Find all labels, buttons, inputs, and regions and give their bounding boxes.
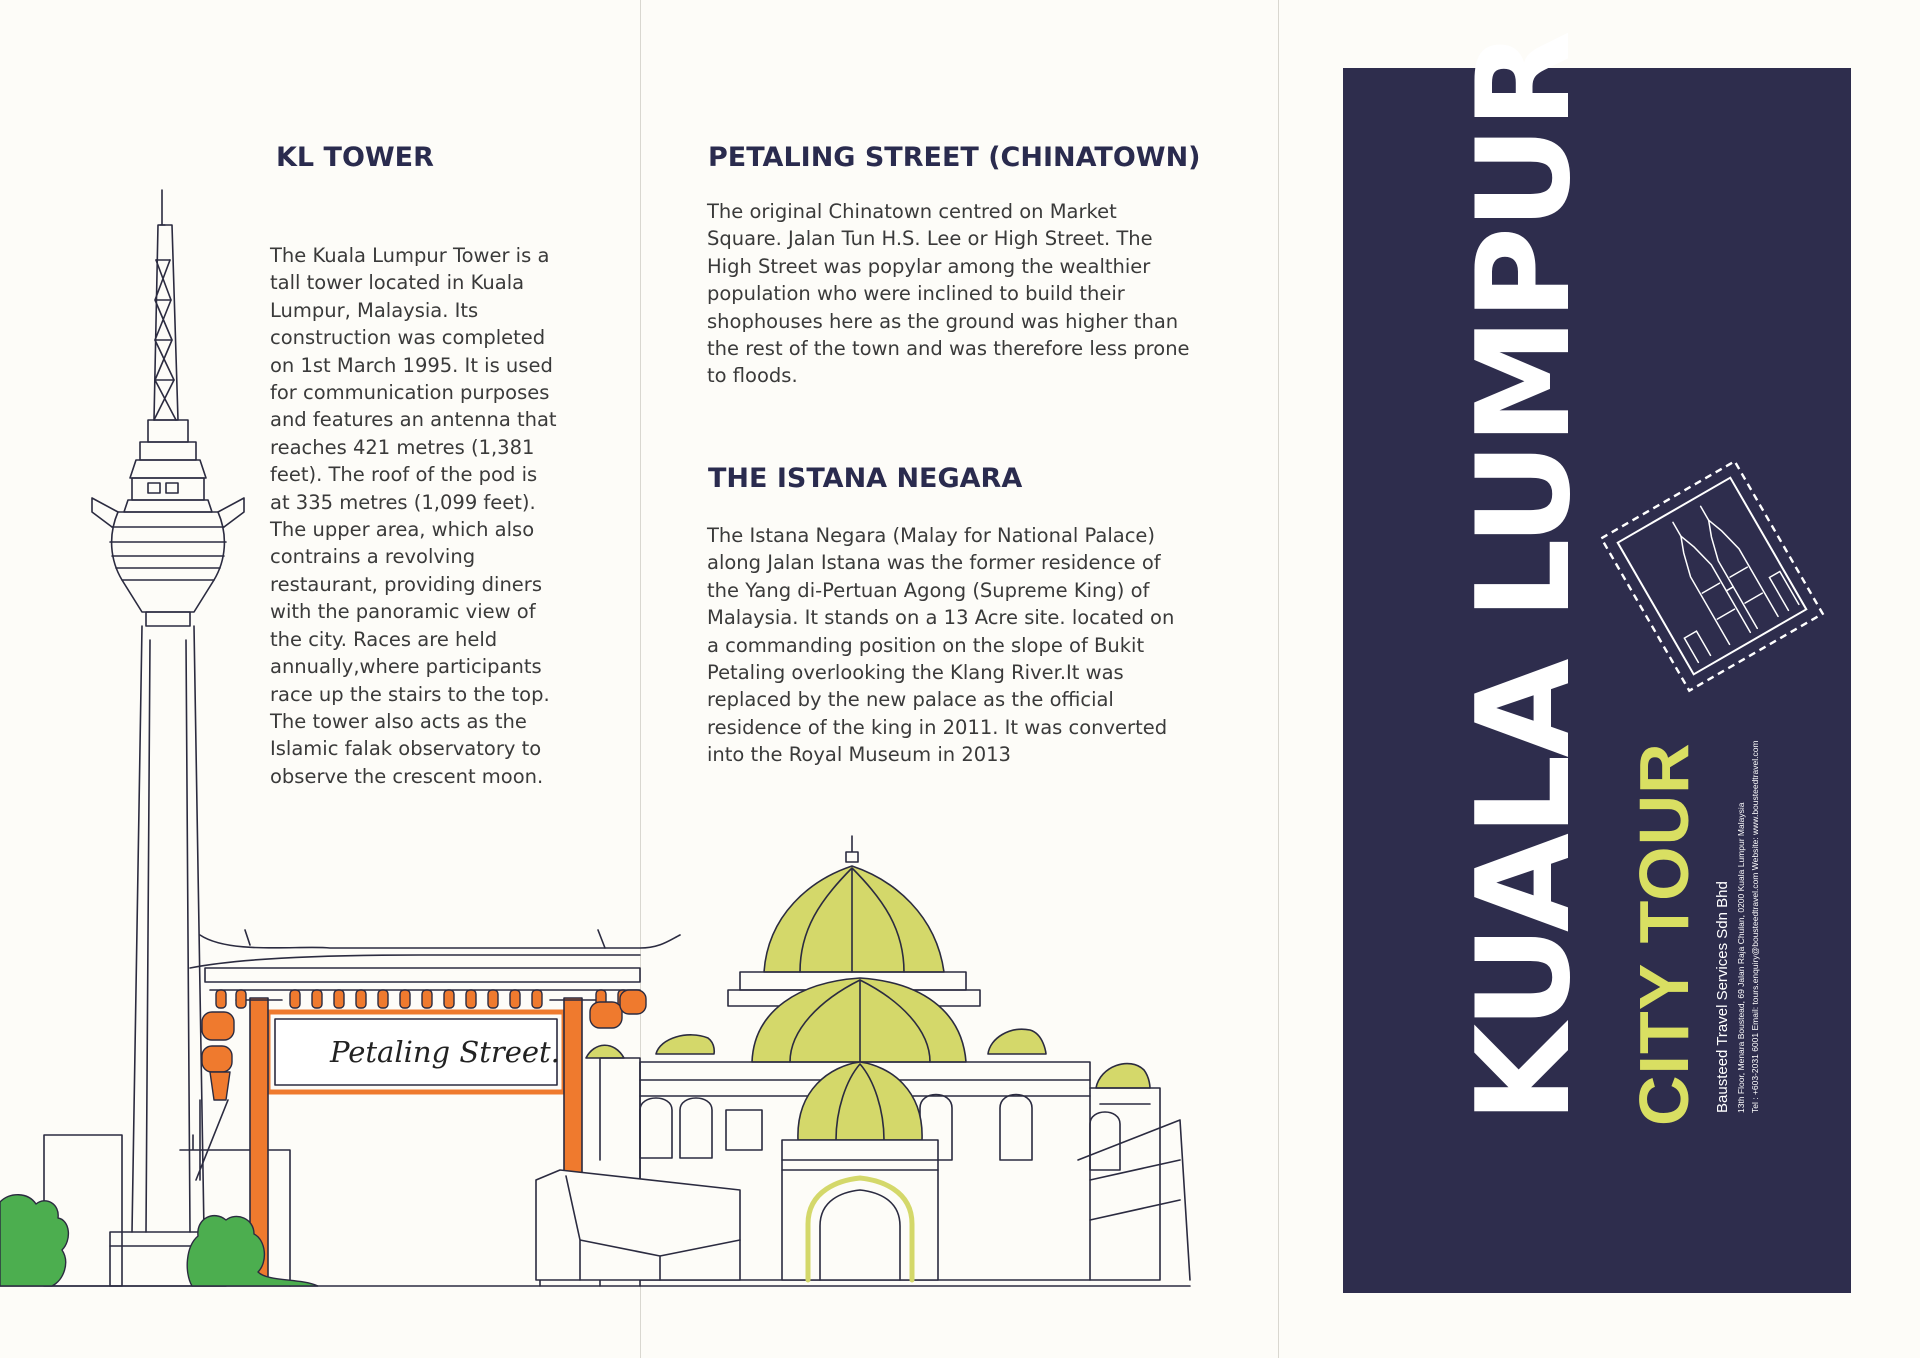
cover-subtitle: CITY TOUR	[1625, 742, 1703, 1126]
kl-tower-text: The Kuala Lumpur Tower is a tall tower located in Kuala Lumpur, Malaysia. Its construction was completed on 1st March 1995. It is used for communication purposes and features an antenna that reaches 421 metres (1,381 feet). The roof of the pod is at 335 metres (1,099 feet). The upper area, which also contrains a revolving restaurant, providing diners with the panoramic view of the city. Races are held annually,where participants race up the stairs to the top. The tower also acts as the Islamic falak observatory to observe the crescent moon.	[270, 244, 557, 788]
kl-tower-drawing	[92, 190, 244, 1286]
cover-title: KUALA LUMPUR	[1450, 33, 1599, 1123]
kl-tower-heading: KL TOWER	[276, 142, 434, 173]
company-contact: Tel : +603-2031 6001 Email: tours.enquiry@bousteedtravel.com Website: www.bousteedtravel.com	[1750, 740, 1760, 1113]
petaling-street-heading: PETALING STREET (CHINATOWN)	[708, 142, 1201, 173]
istana-negara-heading: THE ISTANA NEGARA	[708, 463, 1023, 494]
company-name: Bausteed Travel Services Sdn Bhd	[1714, 881, 1731, 1113]
istana-negara-drawing	[536, 836, 1190, 1280]
istana-negara-text: The Istana Negara (Malay for National Palace) along Jalan Istana was the former residence of the Yang di-Pertuan Agong (Supreme King) of Malaysia. It stands on a 13 Acre site. located on a commanding position on the slope of Bukit Petaling overlooking the Klang River.It was replaced by the new palace as the official residence of the king in 2011. It was converted into the Royal Museum in 2013	[707, 524, 1175, 767]
gate-sign-text: Petaling Street.	[330, 1035, 560, 1069]
postage-stamp-icon	[1597, 446, 1827, 706]
petaling-street-text: The original Chinatown centred on Market Square. Jalan Tun H.S. Lee or High Street. The High Street was popylar among the wealthier population who were inclined to build their shophouses here as the ground was higher than the rest of the town and was therefore less prone to floods.	[707, 200, 1190, 388]
company-address: 13th Floor, Menara Boustead, 69 Jalan Raja Chulan, 0200 Kuala Lumpur Malaysia	[1736, 802, 1746, 1113]
bushes	[0, 1195, 318, 1286]
